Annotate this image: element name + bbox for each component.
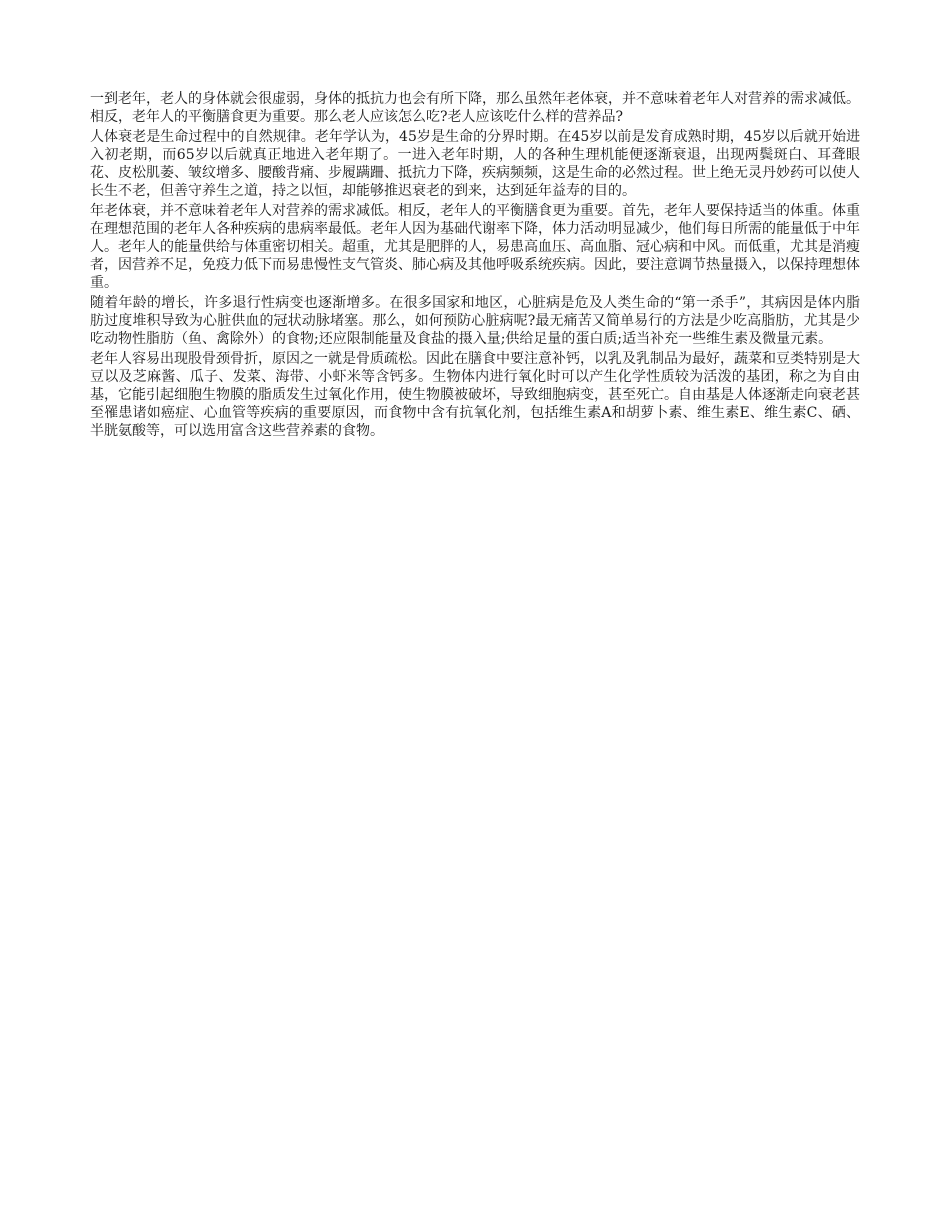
paragraph-weight: 年老体衰，并不意味着老年人对营养的需求减低。相反，老年人的平衡膳食更为重要。首先，老年人要保持适当的体重。体重在理想范围的老年人各种疾病的患病率最低。老年人因为基础代谢率下降，体力活动明显减少，他们每日所需的能量低于中年人。老年人的能量供给与体重密切相关。超重，尤其是肥胖的人，易患高血压、高血脂、冠心病和中风。而低重，尤其是消瘦者，因营养不足，免疫力低下而易患慢性支气管炎、肺心病及其他呼吸系统疾病。因此，要注意调节热量摄入，以保持理想体重。 [90, 203, 860, 291]
paragraph-intro: 一到老年，老人的身体就会很虚弱，身体的抵抗力也会有所下降，那么虽然年老体衰，并不意味着老年人对营养的需求减低。相反，老年人的平衡膳食更为重要。那么老人应该怎么吃?老人应该吃什么样的营养品? [90, 91, 860, 125]
paragraph-aging: 人体衰老是生命过程中的自然规律。老年学认为，45岁是生命的分界时期。在45岁以前是发育成熟时期，45岁以后就开始进入初老期，而65岁以后就真正地进入老年期了。一进入老年时期，人的各种生理机能便逐渐衰退，出现两鬓斑白、耳聋眼花、皮松肌萎、皱纹增多、腰酸背痛、步履蹒跚、抵抗力下降，疾病频频，这是生命的必然过程。世上绝无灵丹妙药可以使人长生不老，但善守养生之道，持之以恒，却能够推迟衰老的到来，达到延年益寿的目的。 [90, 129, 860, 199]
paragraph-calcium: 老年人容易出现股骨颈骨折，原因之一就是骨质疏松。因此在膳食中要注意补钙，以乳及乳制品为最好，蔬菜和豆类特别是大豆以及芝麻酱、瓜子、发菜、海带、小虾米等含钙多。生物体内进行氧化时可以产生化学性质较为活泼的基团，称之为自由基，它能引起细胞生物膜的脂质发生过氧化作用，使生物膜被破坏，导致细胞病变，甚至死亡。自由基是人体逐渐走向衰老甚至罹患诸如癌症、心血管等疾病的重要原因，而食物中含有抗氧化剂，包括维生素A和胡萝卜素、维生素E、维生素C、硒、半胱氨酸等，可以选用富含这些营养素的食物。 [90, 351, 860, 439]
document-body [90, 90, 860, 442]
paragraph-heart-disease: 随着年龄的增长，许多退行性病变也逐渐增多。在很多国家和地区，心脏病是危及人类生命的“第一杀手”，其病因是体内脂肪过度堆积导致为心脏供血的冠状动脉堵塞。那么，如何预防心脏病呢?最无痛苦又简单易行的方法是少吃高脂肪，尤其是少吃动物性脂肪（鱼、禽除外）的食物;还应限制能量及食盐的摄入量;供给足量的蛋白质;适当补充一些维生素及微量元素。 [90, 295, 860, 347]
